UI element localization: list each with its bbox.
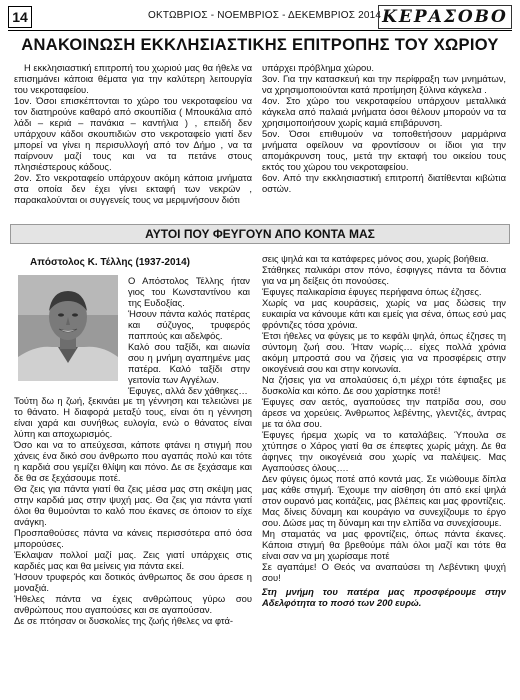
obituary-paragraph: Να ζήσεις για να απολαύσεις ό,τι μέχρι τότε έφτιαξες με δυσκολία και κόπο. Δε σου χαρίστηκε ποτέ! (262, 374, 506, 396)
obituary-paragraph: Ο Απόστολος Τέλλης ήταν γιος του Κωνσταντίνου και της Ευδοξίας. (128, 275, 250, 308)
portrait-photo (18, 275, 118, 381)
obituary-paragraph: Μη σταματάς να μας φροντίζεις, όπως πάντα έκανες. Κάποια στιγμή θα βρεθούμε πάλι όλοι μαζί και τότε θα είναι σαν να μη χωρίσαμε ποτέ (262, 528, 506, 561)
announcement-paragraph: 1ον. Όσοι επισκέπτονται το χώρο του νεκροταφείου να τον διατηρούνε καθαρό από σκουπίδια ( Μπουκάλια από λάδι – κεριά – πανάκια – καντήλια ) , επειδή δεν υπάρχουν κάδοι σκουπιδιών στο νεκροταφείο γιατί δεν μπορεί να γίνει η περισυλλογή από τον Δήμο , να τα παίρνουν μαζί τους και να τα πετάνε στους πλησιέστερους κάδους. (14, 95, 252, 172)
obituary-paragraph: Δε σε πτόησαν οι δυσκολίες της ζωής ήθελες να φτά- (14, 615, 233, 626)
header-rule (8, 30, 512, 31)
obituary-paragraph: Ήσουν πάντα καλός πατέρας και σύζυγος, τρυφερός παππούς και αδελφός. (128, 308, 250, 341)
obituary-paragraph: Μας δίνεις δύναμη και κουράγιο να συνεχίζουμε το έργο σου. Δώσε μας τη δύναμη και την ελπίδα να συνεχίσουμε. (262, 506, 506, 528)
obituary-paragraph: Καλό σου ταξίδι, και αιωνία σου η μνήμη αγαπημένε μας πατέρα. Καλό ταξίδι στην γειτονία των Αγγέλων. (128, 341, 250, 385)
obituary-title: Απόστολος Κ. Τέλλης (1937-2014) (30, 257, 190, 268)
announcement-paragraph: 3ον. Για την κατασκευή και την περίφραξη των μνημάτων, να χρησιμοποιούνται κατά προτίμηση ξύλινα κάγκελα . (262, 73, 506, 95)
obituary-paragraph: Προσπαθούσες πάντα να κάνεις περισσότερα από όσα μπορούσες. (14, 527, 252, 549)
newspaper-brand: ΚΕΡΑΣΟΒΟ (378, 5, 512, 29)
announcement-paragraph: 2ον. Στο νεκροταφείο υπάρχουν ακόμη κάποια μνήματα στα οποία δεν έχει γίνει εκταφή των νεκρών , παρακαλούνται οι συγγενείς τους να μεριμνήσουν διότι (14, 172, 252, 205)
obituary-paragraph: Έφυγες ήρεμα χωρίς να το καταλάβεις. Ύπουλα σε χτύπησε ο Χάρος γιατί θα σε έπεφτες χωρίς μάχη. Δε θα άφηνες την οικογένειά σου χωρίς να παλέψεις. Μας Αγαπούσες όλους…. (262, 429, 506, 473)
obituary-paragraph: Έφυγες σαν αετός, αγαπούσες την πατρίδα σου, σου άρεσε να χορεύεις. Άνθρωπος λεβέντης, γλεντζές, άντρας με τα όλα σου. (262, 396, 506, 429)
announcement-paragraph: υπάρχει πρόβλημα χώρου. (262, 62, 375, 73)
obituary-left-column (14, 395, 252, 626)
obituary-paragraph: Ήσουν τρυφερός και δοτικός άνθρωπος δε σου άρεσε η μοναξιά. (14, 571, 252, 593)
obituary-paragraph: Έφυγες παλικαρίσια έφυγες περήφανα όπως έζησες. (262, 286, 482, 297)
announcement-right-column (262, 62, 506, 194)
announcement-title: ΑΝΑΚΟΙΝΩΣΗ ΕΚΚΛΗΣΙΑΣΤΙΚΗΣ ΕΠΙΤΡΟΠΗΣ ΤΟΥ ΧΩΡΙΟΥ (21, 36, 499, 54)
announcement-paragraph: 5ον. Όσοι επιθυμούν να τοποθετήσουν μαρμάρινα μνήματα οφείλουν να φροντίσουν οι ίδιοι για την απομάκρυνση τους, μετά την εκταφή του οικείου τους εκτός του χώρου του νεκροταφείου. (262, 128, 506, 172)
announcement-paragraph: 4ον. Στο χώρο του νεκροταφείου υπάρχουν μεταλλικά κάγκελα από παλαιά μνήματα όσοι θέλουν μπορούν να τα χρησιμοποιήσουν χωρίς καμιά επιβάρυνση. (262, 95, 506, 128)
obituary-right-column (262, 253, 506, 608)
announcement-left-column (14, 62, 252, 205)
announcement-paragraph: Η εκκλησιαστική επιτροπή του χωριού μας θα ήθελε να επισημάνει κάποια θέματα για την καλύτερη λειτουργία του νεκροταφείου. (14, 62, 252, 95)
obituary-paragraph: Δεν φύγεις όμως ποτέ από κοντά μας. Σε νιώθουμε δίπλα μας κάθε στιγμή. Έχουμε την αίσθηση ότι από εκεί ψηλά στον ουρανό μας κοιτάζεις, μας βλέπεις και μας φροντίζεις. (262, 473, 506, 506)
obituary-paragraph: Έκλαψαν πολλοί μαζί μας. Ζεις γιατί υπάρχεις στις καρδιές μας και θα μείνεις για πάντα εκεί. (14, 549, 252, 571)
issue-date: ΟΚΤΩΒΡΙΟΣ - ΝΟΕΜΒΡΙΟΣ - ΔΕΚΕΜΒΡΙΟΣ 2014 (148, 10, 382, 21)
obituary-paragraph: Έφυγες, αλλά δεν χάθηκες… (128, 385, 248, 396)
obituary-paragraph: Έτσι ήθελες να φύγεις με το κεφάλι ψηλά, όπως έζησες τη σύντομη ζωή σου. Ήταν νωρίς… είχες πολλά χρόνια ακόμη μπροστά σου να ζήσεις για να προσφέρεις στην οικογένειά σου και στην κοινωνία. (262, 330, 506, 374)
announcement-paragraph: 6ον. Από την εκκλησιαστική επιτροπή διατίθενται κιβώτια οστών. (262, 172, 506, 194)
obituary-paragraph: Σε αγαπάμε! Ο Θεός να αναπαύσει τη Λεβέντικη ψυχή σου! (262, 561, 506, 583)
section-title-band: ΑΥΤΟΙ ΠΟΥ ΦΕΥΓΟΥΝ ΑΠΟ ΚΟΝΤΑ ΜΑΣ (10, 224, 510, 244)
obituary-paragraph: Χωρίς να μας κουράσεις, χωρίς να μας δώσεις την ευκαιρία να κάνουμε κάτι και εμείς για σένα, όπως εσύ μας φρόντιζες τόσα χρόνια. (262, 297, 506, 330)
obituary-paragraph: σεις ψηλά και τα κατάφερες μόνος σου, χωρίς βοήθεια. (262, 253, 489, 264)
obituary-paragraph: Τούτη δω η ζωή, ξεκινάει με τη γέννηση και τελειώνει με το θάνατο. Η διαφορά μεταξύ τους, είναι ότι η γέννηση είναι χαρά και συνήθως ευλογία, ενώ ο θάνατος είναι λύπη και αποχωρισμός. (14, 395, 252, 439)
obituary-paragraph: Ήθελες πάντα να έχεις ανθρώπους γύρω σου ανθρώπους που αγαπούσες και σε αγαπούσαν. (14, 593, 252, 615)
page-header (8, 6, 512, 28)
obituary-beside-photo (128, 275, 250, 396)
obituary-paragraph: Όσο και να το απεύχεσαι, κάποτε φτάνει η στιγμή που χάνεις ένα δικό σου άνθρωπο που αγαπάς πολύ και τότε η καρδιά σου γεμίζει θλίψη και πόνο. Δε σε ξεχάσαμε και δε θα σε ξεχάσουμε ποτέ. (14, 439, 252, 483)
obituary-paragraph: Στάθηκες παλικάρι στον πόνο, έσφιγγες πάντα τα δόντια για να μη δείξεις ότι πονούσες. (262, 264, 506, 286)
page-number: 14 (8, 6, 32, 28)
obituary-paragraph: Θα ζεις για πάντα γιατί θα ζεις μέσα μας στη σκέψη μας στην καρδιά μας στην ψυχή μας. Θα ζεις για πάντα γιατί όλοι θα θυμούνται το καλό που έκανες σε όποιον το είχε ανάγκη. (14, 483, 252, 527)
obituary-dedication: Στη μνήμη του πατέρα μας προσφέρουμε στην Αδελφότητα το ποσό των 200 ευρώ. (262, 586, 506, 608)
